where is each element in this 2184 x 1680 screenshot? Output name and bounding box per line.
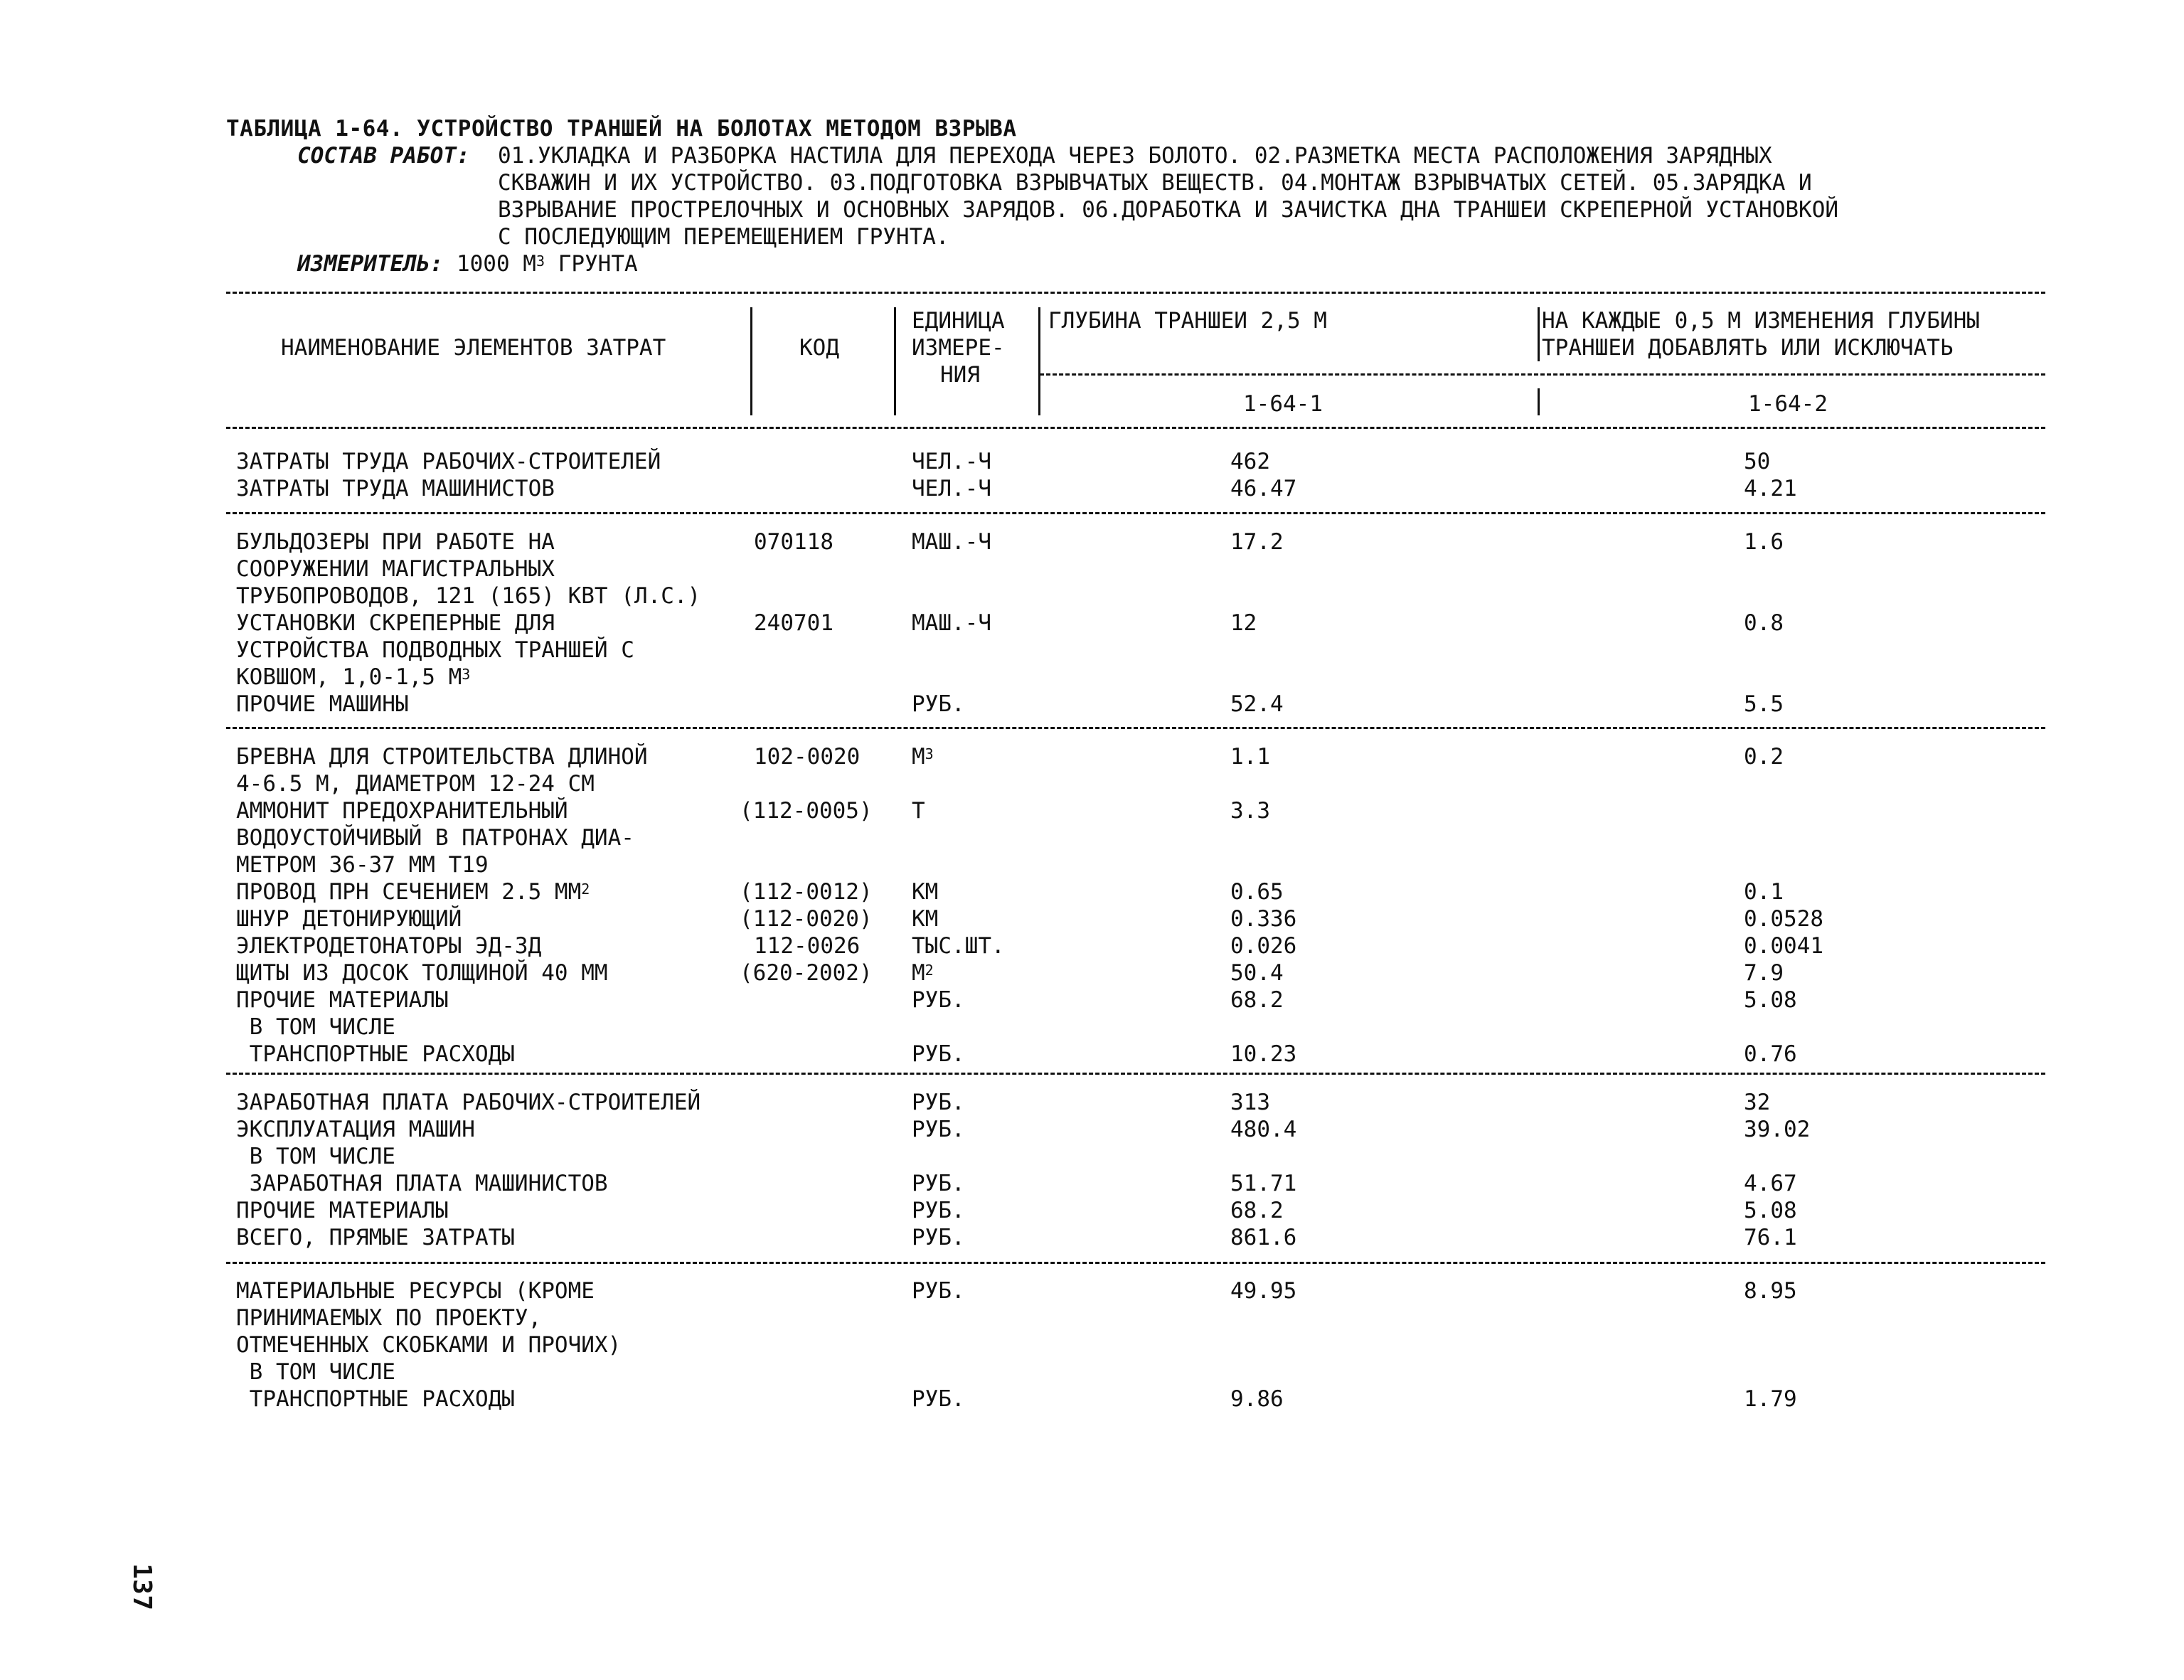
row-unit: РУБ. <box>912 987 965 1013</box>
row-name: ЭЛЕКТРОДЕТОНАТОРЫ ЭД-ЗД <box>236 933 542 959</box>
header-bar-3 <box>1038 307 1040 415</box>
measure-label: ИЗМЕРИТЕЛЬ: <box>297 251 444 277</box>
header-unit-2: ИЗМЕРЕ- <box>912 335 1005 361</box>
header-code: КОД <box>799 335 839 361</box>
row-value-2: 5.08 <box>1744 1198 1797 1223</box>
header-bar-2 <box>894 307 896 415</box>
rule-top <box>226 292 2045 294</box>
row-name: ЩИТЫ ИЗ ДОСОК ТОЛЩИНОЙ 40 ММ <box>236 960 608 986</box>
row-name: ПРОЧИЕ МАШИНЫ <box>236 691 409 717</box>
row-code: 112-0026 <box>754 933 861 959</box>
row-name: ТРУБОПРОВОДОВ, 121 (165) КВТ (Л.С.) <box>236 583 701 609</box>
row-unit: РУБ. <box>912 1090 965 1115</box>
header-bar-1 <box>750 307 752 415</box>
row-value-2: 0.8 <box>1744 610 1784 636</box>
page-number: 137 <box>127 1563 156 1611</box>
composition-line-4: С ПОСЛЕДУЮЩИМ ПЕРЕМЕЩЕНИЕМ ГРУНТА. <box>498 224 949 250</box>
rule-section-2 <box>226 512 2045 514</box>
row-value-1: 480.4 <box>1230 1117 1297 1142</box>
row-unit: РУБ. <box>912 1041 965 1067</box>
row-unit: КМ <box>912 879 939 905</box>
row-name: ЗАТРАТЫ ТРУДА РАБОЧИХ-СТРОИТЕЛЕЙ <box>236 449 661 474</box>
composition-line-1: 01.УКЛАДКА И РАЗБОРКА НАСТИЛА ДЛЯ ПЕРЕХОДА ЧЕРЕЗ БОЛОТО. 02.РАЗМЕТКА МЕСТА РАСПОЛОЖЕНИЯ ЗАРЯДНЫХ <box>498 143 1772 169</box>
row-name: АММОНИТ ПРЕДОХРАНИТЕЛЬНЫЙ <box>236 798 568 824</box>
row-name: БРЕВНА ДЛЯ СТРОИТЕЛЬСТВА ДЛИНОЙ <box>236 744 648 770</box>
row-value-1: 10.23 <box>1230 1041 1297 1067</box>
row-value-1: 51.71 <box>1230 1171 1297 1196</box>
row-value-1: 462 <box>1230 449 1270 474</box>
row-name: ВОДОУСТОЙЧИВЫЙ В ПАТРОНАХ ДИА- <box>236 825 634 851</box>
row-name: ПРИНИМАЕМЫХ ПО ПРОЕКТУ, <box>236 1305 542 1331</box>
row-value-1: 0.026 <box>1230 933 1297 959</box>
row-value-1: 52.4 <box>1230 691 1284 717</box>
header-each-2: ТРАНШЕИ ДОБАВЛЯТЬ ИЛИ ИСКЛЮЧАТЬ <box>1542 335 1954 361</box>
row-value-2: 8.95 <box>1744 1278 1797 1304</box>
row-value-2: 32 <box>1744 1090 1771 1115</box>
row-value-1: 861.6 <box>1230 1225 1297 1250</box>
row-unit: РУБ. <box>912 691 965 717</box>
measure-value: 1000 М <box>456 251 536 277</box>
row-value-1: 49.95 <box>1230 1278 1297 1304</box>
row-value-2: 0.0528 <box>1744 906 1823 932</box>
row-name: СООРУЖЕНИИ МАГИСТРАЛЬНЫХ <box>236 556 555 582</box>
row-code: 070118 <box>754 529 833 555</box>
row-name: В ТОМ ЧИСЛЕ <box>236 1359 395 1385</box>
row-unit: ЧЕЛ.-Ч <box>912 476 991 501</box>
header-each-1: НА КАЖДЫЕ 0,5 М ИЗМЕНЕНИЯ ГЛУБИНЫ <box>1542 308 1980 334</box>
header-unit-3: НИЯ <box>940 362 980 388</box>
row-name: ПРОВОД ПРН СЕЧЕНИЕМ 2.5 $ММ^2$ <box>236 879 590 905</box>
row-unit: РУБ. <box>912 1198 965 1223</box>
row-value-2: 0.2 <box>1744 744 1784 770</box>
header-name: НАИМЕНОВАНИЕ ЭЛЕМЕНТОВ ЗАТРАТ <box>281 335 666 361</box>
row-value-2: 39.02 <box>1744 1117 1811 1142</box>
row-name: ВСЕГО, ПРЯМЫЕ ЗАТРАТЫ <box>236 1225 515 1250</box>
table-title: ТАБЛИЦА 1-64. УСТРОЙСТВО ТРАНШЕЙ НА БОЛОТАХ МЕТОДОМ ВЗРЫВА <box>226 116 1017 142</box>
measure-unit: ГРУНТА <box>558 251 638 277</box>
row-value-1: 12 <box>1230 610 1257 636</box>
measure-line <box>297 250 638 277</box>
row-name: ТРАНСПОРТНЫЕ РАСХОДЫ <box>236 1386 515 1412</box>
row-code: (620-2002) <box>740 960 873 986</box>
row-value-2: 4.67 <box>1744 1171 1797 1196</box>
header-col2: 1-64-2 <box>1748 391 1828 417</box>
row-value-2: 0.0041 <box>1744 933 1823 959</box>
row-name: ЗАРАБОТНАЯ ПЛАТА РАБОЧИХ-СТРОИТЕЛЕЙ <box>236 1090 701 1115</box>
row-value-2: 4.21 <box>1744 476 1797 501</box>
row-unit: РУБ. <box>912 1225 965 1250</box>
row-name: УСТАНОВКИ СКРЕПЕРНЫЕ ДЛЯ <box>236 610 555 636</box>
row-code: (112-0020) <box>740 906 873 932</box>
row-name: 4-6.5 М, ДИАМЕТРОМ 12-24 СМ <box>236 771 595 797</box>
row-name: В ТОМ ЧИСЛЕ <box>236 1014 395 1040</box>
row-name: В ТОМ ЧИСЛЕ <box>236 1144 395 1169</box>
row-value-2: 1.6 <box>1744 529 1784 555</box>
rule-header-mid <box>1040 373 2045 376</box>
row-value-1: 68.2 <box>1230 1198 1284 1223</box>
row-value-1: 46.47 <box>1230 476 1297 501</box>
row-code: 102-0020 <box>754 744 861 770</box>
header-bar-5 <box>1538 334 1540 361</box>
rule-header-bottom <box>226 427 2045 429</box>
row-name: МАТЕРИАЛЬНЫЕ РЕСУРСЫ (КРОМЕ <box>236 1278 595 1304</box>
row-value-1: 17.2 <box>1230 529 1284 555</box>
row-value-1: 50.4 <box>1230 960 1284 986</box>
row-name: ШНУР ДЕТОНИРУЮЩИЙ <box>236 906 462 932</box>
row-value-2: 5.08 <box>1744 987 1797 1013</box>
header-depth: ГЛУБИНА ТРАНШЕИ 2,5 М <box>1048 308 1327 334</box>
row-unit: $М^2$ <box>912 960 934 986</box>
rule-section-3 <box>226 727 2045 729</box>
row-value-1: 1.1 <box>1230 744 1270 770</box>
composition-line-3: ВЗРЫВАНИЕ ПРОСТРЕЛОЧНЫХ И ОСНОВНЫХ ЗАРЯДОВ. 06.ДОРАБОТКА И ЗАЧИСТКА ДНА ТРАНШЕИ СКРЕПЕРНОЙ УСТАНОВКОЙ <box>498 197 1839 223</box>
row-name: БУЛЬДОЗЕРЫ ПРИ РАБОТЕ НА <box>236 529 555 555</box>
row-value-2: 0.1 <box>1744 879 1784 905</box>
header-unit-1: ЕДИНИЦА <box>912 308 1005 334</box>
row-unit: $М^3$ <box>912 744 934 770</box>
row-unit: КМ <box>912 906 939 932</box>
row-name: ЗАТРАТЫ ТРУДА МАШИНИСТОВ <box>236 476 555 501</box>
rule-section-5 <box>226 1262 2045 1264</box>
row-name: ЗАРАБОТНАЯ ПЛАТА МАШИНИСТОВ <box>236 1171 608 1196</box>
row-unit: Т <box>912 798 925 824</box>
row-unit: ТЫС.ШТ. <box>912 933 1005 959</box>
row-value-2: 7.9 <box>1744 960 1784 986</box>
row-value-2: 1.79 <box>1744 1386 1797 1412</box>
row-name: УСТРОЙСТВА ПОДВОДНЫХ ТРАНШЕЙ С <box>236 637 634 663</box>
row-code: (112-0012) <box>740 879 873 905</box>
row-unit: РУБ. <box>912 1171 965 1196</box>
row-value-1: 313 <box>1230 1090 1270 1115</box>
row-unit: РУБ. <box>912 1117 965 1142</box>
row-unit: РУБ. <box>912 1278 965 1304</box>
row-name: КОВШОМ, 1,0-1,5 $М^3$ <box>236 664 471 690</box>
row-name: ТРАНСПОРТНЫЕ РАСХОДЫ <box>236 1041 515 1067</box>
rule-section-4 <box>226 1073 2045 1075</box>
row-value-2: 0.76 <box>1744 1041 1797 1067</box>
row-value-2: 76.1 <box>1744 1225 1797 1250</box>
row-name: МЕТРОМ 36-37 ММ Т19 <box>236 852 489 878</box>
measure-sup: 3 <box>536 252 545 270</box>
row-name: ЭКСПЛУАТАЦИЯ МАШИН <box>236 1117 475 1142</box>
row-value-1: 0.65 <box>1230 879 1284 905</box>
row-name: ОТМЕЧЕННЫХ СКОБКАМИ И ПРОЧИХ) <box>236 1332 622 1358</box>
row-code: (112-0005) <box>740 798 873 824</box>
row-value-2: 50 <box>1744 449 1771 474</box>
row-unit: МАШ.-Ч <box>912 529 991 555</box>
composition-line-2: СКВАЖИН И ИХ УСТРОЙСТВО. 03.ПОДГОТОВКА ВЗРЫВЧАТЫХ ВЕЩЕСТВ. 04.МОНТАЖ ВЗРЫВЧАТЫХ СЕТЕЙ. 05.ЗАРЯДКА И <box>498 170 1812 196</box>
row-name: ПРОЧИЕ МАТЕРИАЛЫ <box>236 1198 449 1223</box>
header-bar-4 <box>1538 307 1540 334</box>
row-value-1: 3.3 <box>1230 798 1270 824</box>
row-value-1: 68.2 <box>1230 987 1284 1013</box>
row-unit: ЧЕЛ.-Ч <box>912 449 991 474</box>
row-name: ПРОЧИЕ МАТЕРИАЛЫ <box>236 987 449 1013</box>
row-value-1: 0.336 <box>1230 906 1297 932</box>
row-unit: МАШ.-Ч <box>912 610 991 636</box>
header-col1: 1-64-1 <box>1243 391 1323 417</box>
header-bar-6 <box>1538 388 1540 415</box>
row-value-2: 5.5 <box>1744 691 1784 717</box>
row-code: 240701 <box>754 610 833 636</box>
composition-label: СОСТАВ РАБОТ: <box>297 143 470 169</box>
row-value-1: 9.86 <box>1230 1386 1284 1412</box>
row-unit: РУБ. <box>912 1386 965 1412</box>
